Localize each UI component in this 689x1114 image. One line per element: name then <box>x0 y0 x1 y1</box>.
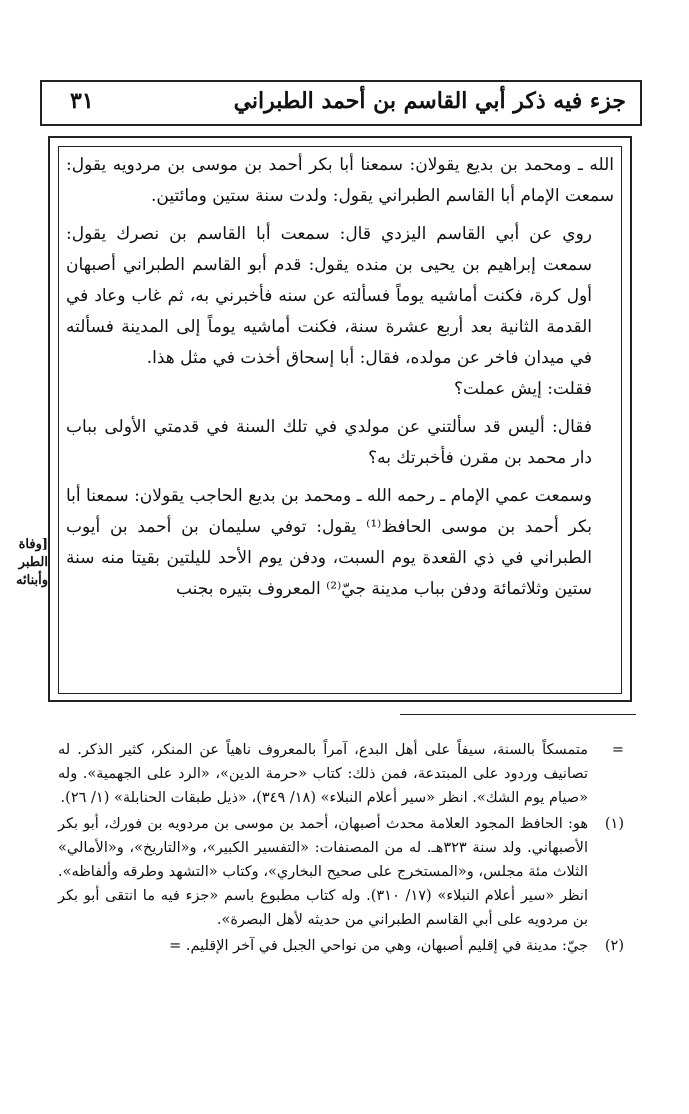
main-text <box>66 150 614 605</box>
footnote-text: جيّ: مدينة في إقليم أصبهان، وهي من نواحي الجبل في آخر الإقليم. = <box>169 938 588 954</box>
footnote-continued <box>58 738 624 810</box>
paragraph: روي عن أبي القاسم اليزدي قال: سمعت أبا القاسم بن نصرك يقول: سمعت إبراهيم بن يحيى بن منده يقول: قدم أبو القاسم الطبراني أصبهان أول كرة، فكنت أماشيه يوماً فسألته عن سنه فأخبرني به، ثم غاب وعاد في القدمة الثانية بعد أربع عشرة سنة، فكنت أماشيه يوماً إلى المدينة فسألته في ميدان فاخر عن مولده، فقال: أبا إسحاق أخذت في مثل هذا. <box>66 224 592 368</box>
footnotes <box>58 738 624 960</box>
footnote-1 <box>58 812 624 932</box>
paragraph: وسمعت عمي الإمام ـ رحمه الله ـ ومحمد بن بديع الحاجب يقولان: سمعنا أبا بكر أحمد بن موسى الحافظ⁽¹⁾ يقول: توفي سليمان بن أحمد بن أيوب الطبراني في ذي القعدة يوم السبت، ودفن يوم الأحد لليلتين بقيتا منه سنة ستين وثلاثمائة ودفن بباب مدينة جيّ⁽²⁾ المعروف بتيره بجنب <box>66 486 592 599</box>
header-title: جزء فيه ذكر أبي القاسم بن أحمد الطبراني <box>233 88 626 114</box>
footnote-text: هو: الحافظ المجود العلامة محدث أصبهان، أحمد بن موسى بن مردويه بن فورك، أبو بكر الأصبهاني. ولد سنة ٣٢٣هـ. له من المصنفات: «التفسير الكبير»، و«التاريخ»، و«الأمالي» الثلاث مئة مجلس، و«المستخرج على صحيح البخاري»، وكتاب «التشهد وطرقه وألفاظه». انظر «سير أعلام النبلاء» (١٧/ ٣١٠). وله كتاب مطبوع باسم «جزء فيه ما انتقى أبو بكر بن مردويه على أبي القاسم الطبراني من حديثه لأهل البصرة». <box>58 816 588 928</box>
running-header <box>40 80 642 126</box>
footnote-2 <box>58 934 624 958</box>
paragraph: فقال: أليس قد سألتني عن مولدي في تلك السنة في قدمتي الأولى بباب دار محمد بن مقرن فأخبرتك به؟ <box>66 417 592 468</box>
margin-heading: [وفاة الطبر وأبنائه <box>16 537 48 588</box>
footnote-marker: (٢) <box>604 938 624 954</box>
footnote-marker: (١) <box>604 816 624 832</box>
footnote-marker: = <box>611 742 624 758</box>
footnote-separator <box>400 714 636 715</box>
paragraph: الله ـ ومحمد بن بديع يقولان: سمعنا أبا بكر أحمد بن موسى بن مردويه يقول: سمعت الإمام أبا القاسم الطبراني يقول: ولدت سنة ستين ومائتين. <box>66 155 614 206</box>
paragraph: فقلت: إيش عملت؟ <box>453 379 592 399</box>
page-number: ٣١ <box>70 88 94 114</box>
footnote-text: متمسكاً بالسنة، سيفاً على أهل البدع، آمراً بالمعروف ناهياً عن المنكر، كثير الذكر. له تصانيف وردود على المبتدعة، فمن ذلك: كتاب «حرمة الدين»، «الرد على الجهمية». وله «صيام يوم الشك». انظر «سير أعلام النبلاء» (١٨/ ٣٤٩)، «ذيل طبقات الحنابلة» (١/ ٢٦). <box>58 742 588 806</box>
